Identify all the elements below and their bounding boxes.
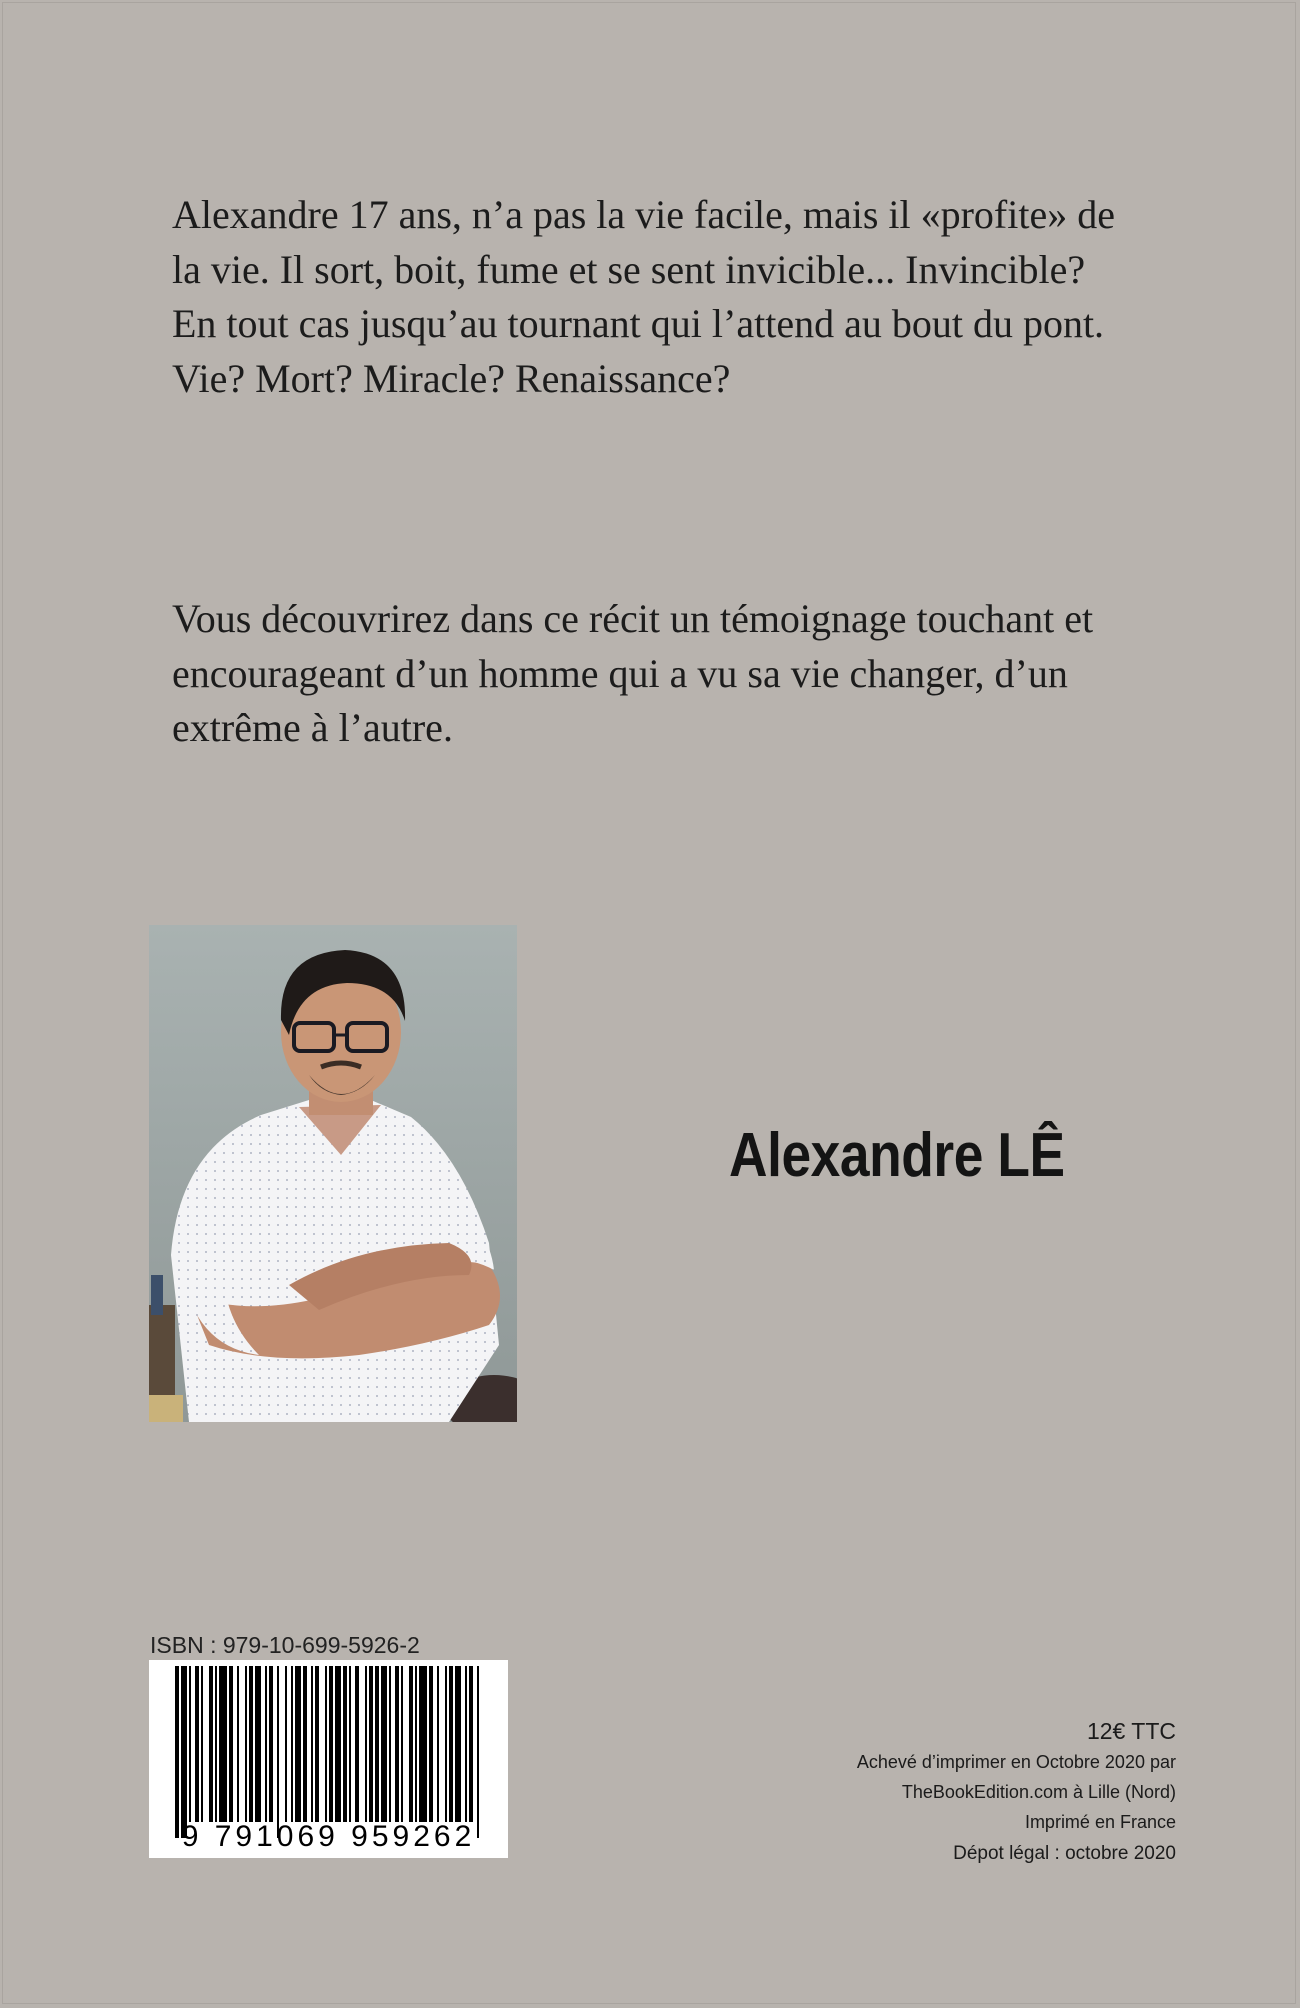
barcode-bar	[303, 1666, 307, 1822]
barcode-bar	[469, 1666, 473, 1822]
barcode-bar	[369, 1666, 373, 1822]
barcode-bar	[245, 1666, 247, 1822]
barcode-bar	[329, 1666, 333, 1822]
barcode-bar	[355, 1666, 359, 1822]
barcode-bar	[189, 1666, 191, 1822]
barcode-bar	[389, 1666, 391, 1822]
price: 12€ TTC	[1086, 1718, 1176, 1744]
barcode-bar	[455, 1666, 461, 1822]
barcode-bar	[415, 1666, 417, 1822]
barcode-bar	[325, 1666, 327, 1822]
barcode-bar	[237, 1666, 239, 1822]
barcode-bar	[285, 1666, 287, 1822]
barcode-bar	[255, 1666, 261, 1822]
author-photo	[149, 925, 517, 1422]
blurb-paragraph-2: Vous découvrirez dans ce récit un témoignage touchant et encourageant d’un homme qui a vu sa vie changer, d’un extrême à l’autre.	[172, 596, 1094, 750]
barcode-bar	[437, 1666, 439, 1822]
barcode-bar	[445, 1666, 447, 1822]
barcode-bar	[343, 1666, 347, 1822]
barcode-bar	[335, 1666, 341, 1822]
isbn-label: ISBN : 979-10-699-5926-2	[150, 1632, 420, 1658]
barcode-bar	[219, 1666, 227, 1822]
barcode-bar	[201, 1666, 203, 1822]
barcode-bar	[249, 1666, 253, 1822]
barcode-bar	[315, 1666, 319, 1822]
barcode-bar	[381, 1666, 387, 1822]
barcode-bar	[311, 1666, 313, 1822]
barcode-digits: 9 791069 959262	[181, 1820, 476, 1853]
barcode-bar	[365, 1666, 367, 1822]
barcode-bar	[181, 1666, 187, 1838]
barcode-bar	[401, 1666, 403, 1822]
barcode	[149, 1660, 508, 1858]
barcode-bar	[419, 1666, 427, 1822]
barcode-bar	[409, 1666, 413, 1822]
barcode-bar	[209, 1666, 213, 1822]
barcode-bar	[291, 1666, 293, 1822]
barcode-bar	[277, 1666, 279, 1838]
barcode-bar	[395, 1666, 399, 1822]
printed-by-line: Achevé d’imprimer en Octobre 2020 par	[856, 1752, 1176, 1772]
legal-deposit-line: Dépot légal : octobre 2020	[953, 1843, 1176, 1864]
barcode-bar	[195, 1666, 199, 1822]
blurb-paragraph-1: Alexandre 17 ans, n’a pas la vie facile, mais il «profite» de la vie. Il sort, boit, fume et se sent invicible... Invincible? En tout cas jusqu’au tournant qui l’attend au bout du pont. Vie? Mort? Miracle? Renaissance?	[172, 192, 1115, 401]
author-name: Alexandre LÊ	[729, 1121, 1065, 1190]
barcode-bar	[269, 1666, 273, 1822]
barcode-bar	[265, 1666, 267, 1822]
barcode-bar	[295, 1666, 301, 1822]
barcode-bar	[449, 1666, 453, 1822]
printer-location-line: TheBookEdition.com à Lille (Nord)	[901, 1782, 1176, 1802]
barcode-bar	[429, 1666, 433, 1822]
printed-in-line: Imprimé en France	[1024, 1812, 1176, 1832]
barcode-bar	[175, 1666, 179, 1838]
barcode-bar	[477, 1666, 479, 1838]
barcode-bar	[215, 1666, 217, 1822]
barcode-bar	[229, 1666, 233, 1822]
barcode-bar	[349, 1666, 351, 1822]
barcode-bar	[375, 1666, 379, 1822]
barcode-bar	[465, 1666, 467, 1822]
